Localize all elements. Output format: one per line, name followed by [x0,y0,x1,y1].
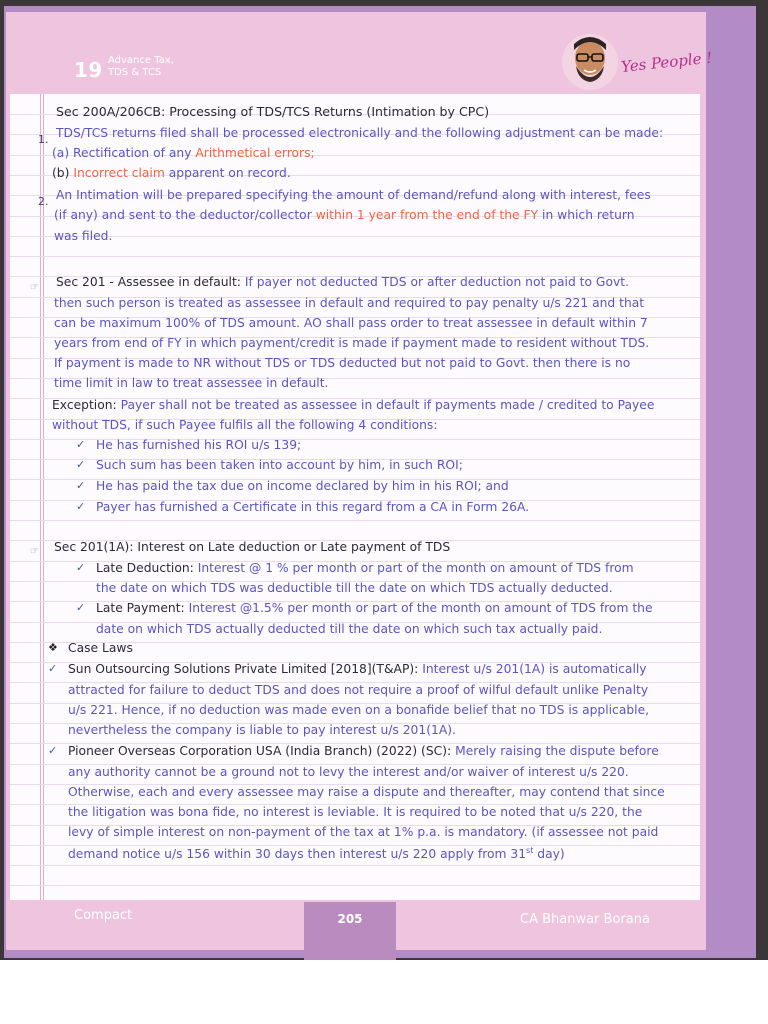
checkmark-icon: ✓ [76,561,86,574]
late-payment-text: Interest @1.5% per month or part of the month on amount of TDS from the [188,601,653,615]
condition-4: Payer has furnished a Certificate in this regard from a CA in Form 26A. [96,500,530,514]
footer-book-name: Compact [74,908,133,923]
late-payment-line1 [96,601,653,615]
section-201-heading: Sec 201 - Assessee in default: [56,275,241,289]
point-a-highlight: Arithmetical errors; [195,146,315,160]
point-a-label: (a) Rectification of any [52,146,192,160]
section-200a-item2-line2 [54,208,635,222]
case2-line2: any authority cannot be a ground not to levy the interest and/or waiver of interest u/s 220. [68,765,629,779]
diamond-bullet-icon: ❖ [48,641,58,654]
late-deduction-label: Late Deduction: [96,561,194,575]
checkmark-icon: ✓ [76,601,86,614]
checkmark-icon: ✓ [76,479,86,492]
case2-line6-text: demand notice u/s 156 within 30 days then interest u/s 220 apply from 31 [68,847,527,862]
checkmark-icon: ✓ [76,438,86,451]
section-2011a-heading: Sec 201(1A): Interest on Late deduction or Late payment of TDS [54,540,451,554]
item-number: 1. [38,133,49,146]
hand-pointer-icon: ☞ [30,546,39,557]
section-200a-item1: TDS/TCS returns filed shall be processed electronically and the following adjustment can be made: [56,126,664,140]
late-deduction-line2: the date on which TDS was deductible till the date on which TDS actually deducted. [96,581,613,595]
section-201-line4: years from end of FY in which payment/credit is made if payment made to resident without TDS. [54,336,650,350]
case2-line1-text: Merely raising the dispute before [455,744,659,758]
late-deduction-text: Interest @ 1 % per month or part of the month on amount of TDS from [197,561,634,575]
section-201-line1-text: If payer not deducted TDS or after deduction not paid to Govt. [244,275,629,289]
late-payment-line2: date on which TDS actually deducted till the date on which such tax actually paid. [96,622,603,636]
case2-line6 [68,846,565,861]
exception-line1 [52,398,654,412]
case1-line2: attracted for failure to deduct TDS and does not require a proof of wilful default unlike Penalty [68,683,649,697]
section-200a-item2-line1: An Intimation will be prepared specifying the amount of demand/refund along with interest, fees [56,188,651,202]
superscript: st [526,846,534,855]
case2-line4: the litigation was bona fide, no interest is leviable. It is required to be noted that u/s 220, the [68,805,643,819]
checkmark-icon: ✓ [76,458,86,471]
section-201-line5: If payment is made to NR without TDS or TDS deducted but not paid to Govt. then there is no [54,356,631,370]
case2-line5: levy of simple interest on non-payment of the tax at 1% p.a. is mandatory. (if assessee not paid [68,825,659,839]
slogan-text: Yes People ! [620,48,714,76]
item2-end: in which return [542,208,635,222]
point-b-highlight: Incorrect claim [73,166,165,180]
checkmark-icon: ✓ [48,662,58,675]
case1-title: Sun Outsourcing Solutions Private Limited [2018](T&AP): [68,662,419,676]
exception-text: Payer shall not be treated as assessee in default if payments made / credited to Payee [120,398,655,412]
section-201-line2: then such person is treated as assessee in default and required to pay penalty u/s 221 and that [54,296,645,310]
exception-line2: without TDS, if such Payee fulfils all the following 4 conditions: [52,418,438,432]
chapter-title-line2: TDS & TCS [108,67,162,78]
footer-author: CA Bhanwar Borana [520,912,650,927]
condition-2: Such sum has been taken into account by him, in such ROI; [96,458,463,472]
checkmark-icon: ✓ [76,500,86,513]
condition-1: He has furnished his ROI u/s 139; [96,438,302,452]
case2-line1 [68,744,659,758]
section-201-line6: time limit in law to treat assessee in default. [54,376,329,390]
case2-title: Pioneer Overseas Corporation USA (India Branch) (2022) (SC): [68,744,452,758]
section-201-line1 [56,275,629,289]
case1-line3: u/s 221. Hence, if no deduction was made even on a bonafide belief that no TDS is applicable, [68,703,650,717]
section-200a-heading: Sec 200A/206CB: Processing of TDS/TCS Returns (Intimation by CPC) [56,104,490,119]
case2-line6-end: day) [537,847,565,862]
late-deduction-line1 [96,561,634,575]
chapter-number: 19 [74,58,103,82]
chapter-title-line1: Advance Tax, [108,55,174,66]
case2-line3: Otherwise, each and every assessee may raise a dispute and thereafter, may contend that since [68,785,665,799]
late-payment-label: Late Payment: [96,601,185,615]
section-200a-point-a [52,146,315,160]
condition-3: He has paid the tax due on income declared by him in his ROI; and [96,479,509,493]
case1-line1-text: Interest u/s 201(1A) is automatically [422,662,647,676]
point-b-tail: apparent on record. [168,166,291,180]
case1-line4: nevertheless the company is liable to pay interest u/s 201(1A). [68,723,456,737]
section-200a-item2-line3: was filed. [54,229,113,243]
page-number: 205 [337,912,363,926]
hand-pointer-icon: ☞ [30,282,39,293]
checkmark-icon: ✓ [48,744,58,757]
section-201-line3: can be maximum 100% of TDS amount. AO shall pass order to treat assessee in default within 7 [54,316,648,330]
exception-label: Exception: [52,398,117,412]
item2-start: (if any) and sent to the deductor/collector [54,208,312,222]
case-laws-heading: Case Laws [68,641,133,655]
item2-highlight: within 1 year from the end of the FY [315,208,539,222]
section-200a-point-b [52,166,291,180]
item-number: 2. [38,195,49,208]
point-b-label: (b) [52,166,70,180]
case1-line1 [68,662,647,676]
